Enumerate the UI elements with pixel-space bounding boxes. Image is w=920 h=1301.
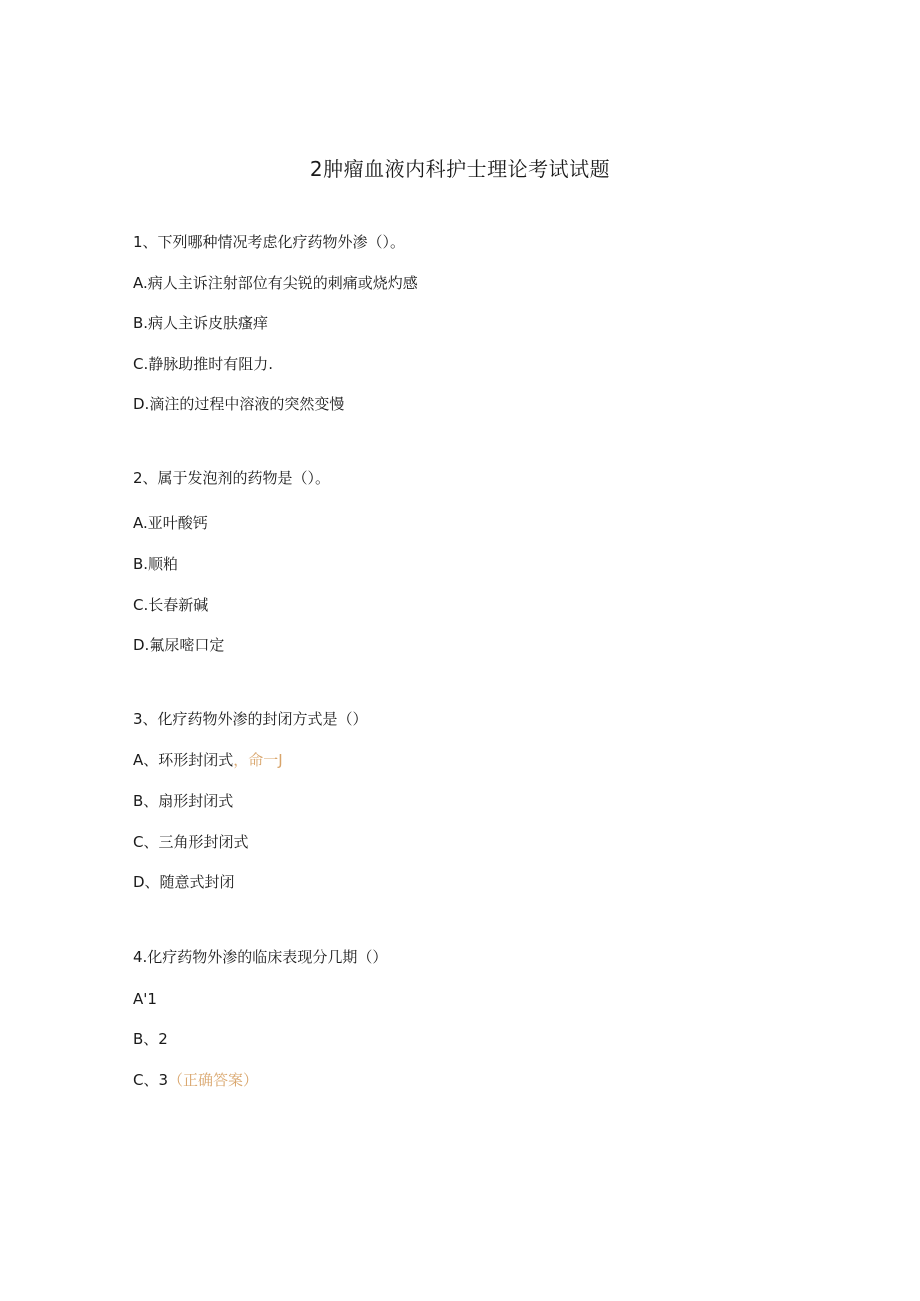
question-4-option-c-note: （正确答案） xyxy=(168,1071,259,1089)
question-2-stem: 2、属于发泡剂的药物是（）。 xyxy=(133,469,331,487)
question-3-stem: 3、化疗药物外渗的封闭方式是（） xyxy=(133,710,368,728)
question-3-option-d: D、随意式封闭 xyxy=(133,873,235,891)
question-2-option-a: A.亚叶酸钙 xyxy=(133,514,208,532)
question-3-option-a xyxy=(133,750,283,770)
question-3-option-c: C、三角形封闭式 xyxy=(133,833,249,851)
question-4-stem: 4.化疗药物外渗的临床表现分几期（） xyxy=(133,948,388,966)
question-2-option-c: C.长春新碱 xyxy=(133,596,209,614)
question-3-option-a-note: ，命一J xyxy=(233,751,283,769)
question-1-option-d: D.滴注的过程中溶液的突然变慢 xyxy=(133,395,345,413)
question-4-option-b: B、2 xyxy=(133,1030,168,1048)
question-1-option-b: B.病人主诉皮肤瘙痒 xyxy=(133,314,269,332)
question-4-option-a: A'1 xyxy=(133,990,157,1008)
question-3-option-a-text: A、环形封闭式 xyxy=(133,751,234,769)
question-4-option-c xyxy=(133,1070,258,1090)
question-2-option-b: B.顺粕 xyxy=(133,555,179,573)
question-3-option-b: B、扇形封闭式 xyxy=(133,792,234,810)
page-title: 2肿瘤血液内科护士理论考试试题 xyxy=(309,157,611,181)
question-2-option-d: D.氟尿嘧口定 xyxy=(133,636,225,654)
question-1-option-c: C.静脉助推时有阻力. xyxy=(133,355,274,373)
question-4-option-c-text: C、3 xyxy=(133,1071,169,1089)
question-1-stem: 1、下列哪种情况考虑化疗药物外渗（）。 xyxy=(133,233,406,251)
question-1-option-a: A.病人主诉注射部位有尖锐的刺痛或烧灼感 xyxy=(133,274,418,292)
